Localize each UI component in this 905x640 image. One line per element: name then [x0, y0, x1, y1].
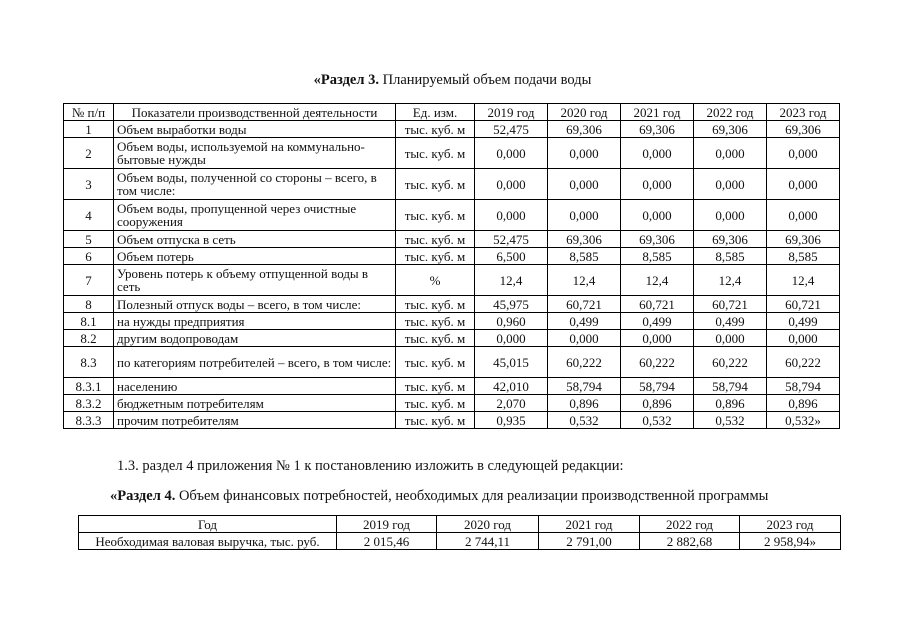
row-value-2022: 69,306 [694, 231, 767, 248]
section4-title-rest: Объем финансовых потребностей, необходимых для реализации производственной программы [175, 488, 769, 504]
row-number: 8.2 [64, 330, 114, 347]
row-value-2022: 0,000 [694, 138, 767, 169]
row-number: 8 [64, 296, 114, 313]
row-value-2023: 0,000 [767, 138, 840, 169]
row-value-2023: 60,721 [767, 296, 840, 313]
row-unit: тыс. куб. м [396, 200, 475, 231]
row-value-2021: 58,794 [621, 378, 694, 395]
row-value-2020: 0,000 [548, 330, 621, 347]
table-row [64, 121, 840, 138]
row-value-2022: 8,585 [694, 248, 767, 265]
row-indicator: Объем воды, пропущенной через очистные сооружения [114, 200, 396, 231]
row-value-2020: 0,000 [548, 138, 621, 169]
header-number: № п/п [64, 104, 114, 121]
row-value-2021: 8,585 [621, 248, 694, 265]
row-indicator: Объем отпуска в сеть [114, 231, 396, 248]
row-value-2021: 0,896 [621, 395, 694, 412]
header-2019: 2019 год [475, 104, 548, 121]
revenue-2019: 2 015,46 [337, 533, 437, 550]
row-value-2023: 58,794 [767, 378, 840, 395]
row-value-2023: 69,306 [767, 231, 840, 248]
revenue-2022: 2 882,68 [640, 533, 740, 550]
row-value-2022: 0,000 [694, 169, 767, 200]
row-indicator: другим водопроводам [114, 330, 396, 347]
row-value-2021: 69,306 [621, 231, 694, 248]
row-value-2019: 42,010 [475, 378, 548, 395]
table-row [64, 313, 840, 330]
row-value-2020: 69,306 [548, 231, 621, 248]
row-number: 8.3.1 [64, 378, 114, 395]
row-unit: тыс. куб. м [396, 138, 475, 169]
row-value-2023: 0,896 [767, 395, 840, 412]
header-2023: 2023 год [740, 516, 841, 533]
row-value-2022: 0,000 [694, 200, 767, 231]
row-number: 2 [64, 138, 114, 169]
row-value-2022: 0,532 [694, 412, 767, 429]
row-value-2023: 0,532» [767, 412, 840, 429]
row-value-2019: 0,000 [475, 169, 548, 200]
water-supply-table [63, 103, 840, 429]
table-row [64, 200, 840, 231]
row-value-2019: 0,935 [475, 412, 548, 429]
revenue-2023: 2 958,94» [740, 533, 841, 550]
header-2020: 2020 год [437, 516, 539, 533]
row-value-2019: 0,960 [475, 313, 548, 330]
row-value-2019: 6,500 [475, 248, 548, 265]
row-value-2023: 0,000 [767, 200, 840, 231]
row-value-2021: 0,000 [621, 330, 694, 347]
row-indicator: Объем выработки воды [114, 121, 396, 138]
row-value-2019: 0,000 [475, 330, 548, 347]
header-2022: 2022 год [640, 516, 740, 533]
table-row [64, 296, 840, 313]
row-indicator: Объем воды, используемой на коммунально-бытовые нужды [114, 138, 396, 169]
row-number: 7 [64, 265, 114, 296]
row-unit: тыс. куб. м [396, 248, 475, 265]
row-value-2022: 12,4 [694, 265, 767, 296]
header-year: Год [79, 516, 337, 533]
row-indicator: по категориям потребителей – всего, в том числе: [114, 347, 396, 378]
row-value-2021: 0,499 [621, 313, 694, 330]
table-row [64, 169, 840, 200]
section3-title [0, 72, 905, 89]
section4-title [110, 488, 768, 505]
row-indicator: Полезный отпуск воды – всего, в том числе: [114, 296, 396, 313]
header-2021: 2021 год [539, 516, 640, 533]
row-unit: тыс. куб. м [396, 378, 475, 395]
table-row [64, 412, 840, 429]
row-value-2020: 0,000 [548, 200, 621, 231]
row-unit: тыс. куб. м [396, 313, 475, 330]
row-value-2023: 0,000 [767, 330, 840, 347]
row-unit: тыс. куб. м [396, 347, 475, 378]
row-value-2021: 0,000 [621, 200, 694, 231]
table-row [64, 395, 840, 412]
row-value-2021: 0,532 [621, 412, 694, 429]
row-indicator: Уровень потерь к объему отпущенной воды в сеть [114, 265, 396, 296]
header-2023: 2023 год [767, 104, 840, 121]
row-value-2019: 52,475 [475, 121, 548, 138]
row-unit: тыс. куб. м [396, 121, 475, 138]
table-header-row [79, 516, 841, 533]
row-value-2020: 60,222 [548, 347, 621, 378]
table-row [64, 265, 840, 296]
row-number: 8.1 [64, 313, 114, 330]
amendment-paragraph: 1.3. раздел 4 приложения № 1 к постановлению изложить в следующей редакции: [117, 458, 624, 474]
row-number: 6 [64, 248, 114, 265]
row-indicator: прочим потребителям [114, 412, 396, 429]
header-2022: 2022 год [694, 104, 767, 121]
row-value-2020: 58,794 [548, 378, 621, 395]
header-2021: 2021 год [621, 104, 694, 121]
section4-title-bold: «Раздел 4. [110, 488, 176, 504]
row-number: 4 [64, 200, 114, 231]
row-value-2022: 0,000 [694, 330, 767, 347]
table-row [64, 330, 840, 347]
row-indicator: бюджетным потребителям [114, 395, 396, 412]
row-value-2022: 60,721 [694, 296, 767, 313]
row-unit: тыс. куб. м [396, 395, 475, 412]
row-value-2022: 60,222 [694, 347, 767, 378]
row-value-2023: 0,499 [767, 313, 840, 330]
row-value-2021: 69,306 [621, 121, 694, 138]
table-row [64, 378, 840, 395]
revenue-2020: 2 744,11 [437, 533, 539, 550]
row-value-2020: 8,585 [548, 248, 621, 265]
row-unit: тыс. куб. м [396, 231, 475, 248]
row-value-2020: 0,000 [548, 169, 621, 200]
row-value-2023: 60,222 [767, 347, 840, 378]
row-value-2020: 0,532 [548, 412, 621, 429]
row-unit: % [396, 265, 475, 296]
row-value-2020: 69,306 [548, 121, 621, 138]
row-value-2022: 69,306 [694, 121, 767, 138]
row-value-2020: 60,721 [548, 296, 621, 313]
table-header-row [64, 104, 840, 121]
row-number: 3 [64, 169, 114, 200]
row-value-2020: 0,896 [548, 395, 621, 412]
row-number: 5 [64, 231, 114, 248]
header-2020: 2020 год [548, 104, 621, 121]
row-unit: тыс. куб. м [396, 412, 475, 429]
row-number: 1 [64, 121, 114, 138]
row-value-2019: 45,015 [475, 347, 548, 378]
row-value-2022: 0,896 [694, 395, 767, 412]
row-value-2019: 0,000 [475, 138, 548, 169]
water-supply-table-body [64, 121, 840, 429]
row-value-2021: 60,721 [621, 296, 694, 313]
row-value-2021: 12,4 [621, 265, 694, 296]
row-indicator: Объем потерь [114, 248, 396, 265]
row-value-2022: 0,499 [694, 313, 767, 330]
row-value-2019: 0,000 [475, 200, 548, 231]
row-value-2020: 0,499 [548, 313, 621, 330]
row-value-2023: 69,306 [767, 121, 840, 138]
row-value-2021: 0,000 [621, 138, 694, 169]
row-value-2019: 2,070 [475, 395, 548, 412]
table-row [64, 248, 840, 265]
row-value-2023: 8,585 [767, 248, 840, 265]
row-value-2019: 12,4 [475, 265, 548, 296]
row-value-2021: 0,000 [621, 169, 694, 200]
row-value-2019: 45,975 [475, 296, 548, 313]
row-value-2023: 12,4 [767, 265, 840, 296]
revenue-2021: 2 791,00 [539, 533, 640, 550]
table-row [64, 347, 840, 378]
table-row [79, 533, 841, 550]
row-number: 8.3.2 [64, 395, 114, 412]
header-unit: Ед. изм. [396, 104, 475, 121]
row-value-2019: 52,475 [475, 231, 548, 248]
row-unit: тыс. куб. м [396, 330, 475, 347]
section3-title-bold: «Раздел 3. [313, 72, 379, 88]
revenue-label: Необходимая валовая выручка, тыс. руб. [79, 533, 337, 550]
header-indicator: Показатели производственной деятельности [114, 104, 396, 121]
row-indicator: на нужды предприятия [114, 313, 396, 330]
row-value-2020: 12,4 [548, 265, 621, 296]
row-unit: тыс. куб. м [396, 296, 475, 313]
row-value-2023: 0,000 [767, 169, 840, 200]
row-number: 8.3.3 [64, 412, 114, 429]
financial-needs-table [78, 515, 841, 550]
row-indicator: Объем воды, полученной со стороны – всего, в том числе: [114, 169, 396, 200]
row-value-2022: 58,794 [694, 378, 767, 395]
row-unit: тыс. куб. м [396, 169, 475, 200]
row-value-2021: 60,222 [621, 347, 694, 378]
table-row [64, 138, 840, 169]
row-indicator: населению [114, 378, 396, 395]
header-2019: 2019 год [337, 516, 437, 533]
table-row [64, 231, 840, 248]
section3-title-rest: Планируемый объем подачи воды [378, 72, 592, 88]
row-number: 8.3 [64, 347, 114, 378]
